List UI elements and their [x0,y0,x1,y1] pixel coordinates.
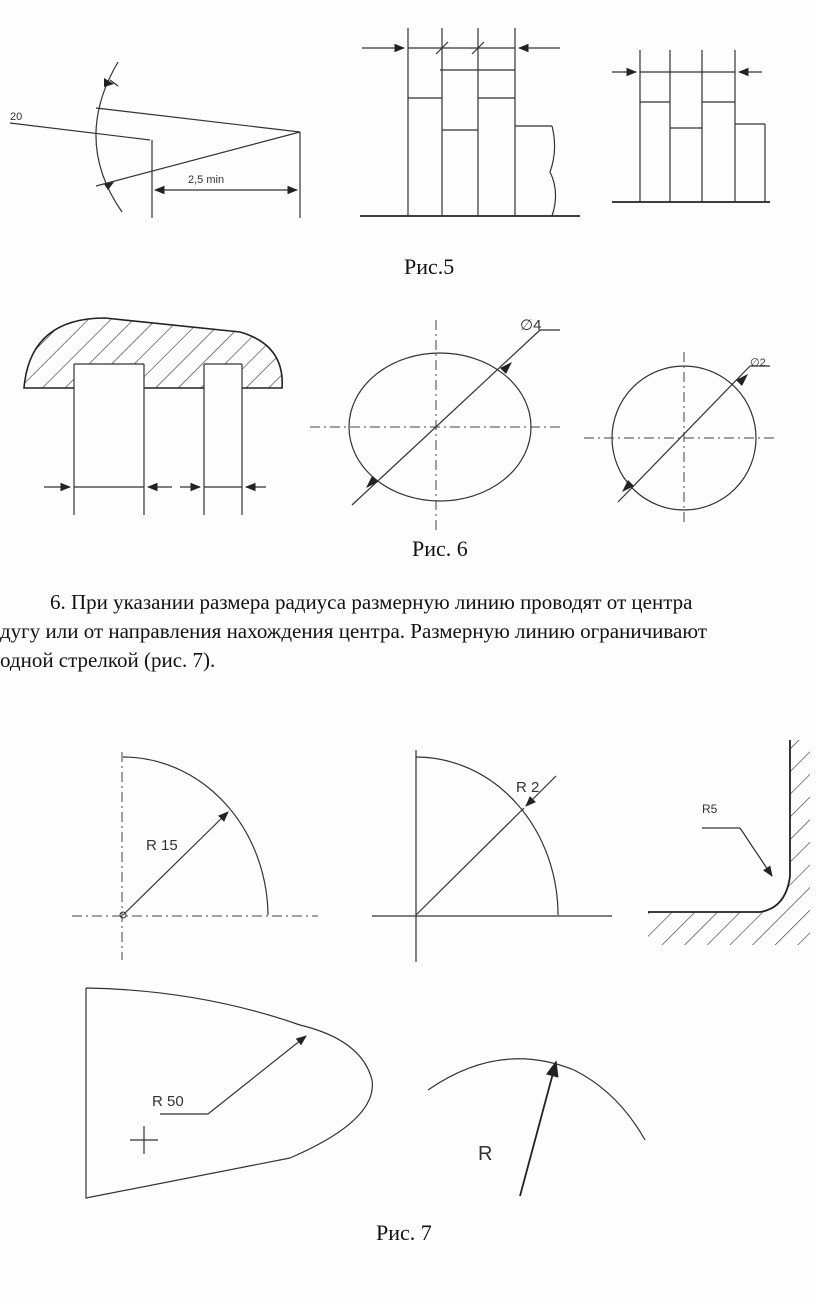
paragraph-line-2: дугу или от направления нахождения центра. Размерную линию ограничивают [0,619,707,643]
fig5-caption: Рис.5 [404,254,455,279]
fig7-label-r15: R 15 [146,837,178,854]
fig6-drawing-rivet [24,318,282,515]
paragraph [0,588,816,675]
fig7-label-r2: R 2 [516,779,540,796]
fig5-drawing-right [612,50,770,202]
paragraph-line-1: 6. При указании размера радиуса размерную линию проводят от центра [50,590,693,614]
fig7-drawing-r5 [648,740,810,945]
fig7-label-r50: R 50 [152,1093,184,1110]
fig7-label-r5: R5 [702,802,718,816]
fig6-drawing-circle-small [584,352,775,525]
fig7-drawing-r [428,1059,645,1196]
fig7-drawing-r15 [72,752,318,960]
fig6-dia-big-label: ∅4 [520,317,542,334]
fig5-label-min: 2,5 min [188,174,225,186]
fig6-dia-small-label: ∅2 [750,357,766,369]
fig7-label-r: R [478,1143,493,1165]
paragraph-line-3: одной стрелкой (рис. 7). [0,648,216,672]
fig7-drawing-r50 [86,988,372,1198]
fig5-drawing-middle [360,28,580,216]
fig7-drawing-r2 [372,750,612,962]
fig7-caption: Рис. 7 [376,1220,432,1245]
fig5-label-20: 20 [10,111,23,123]
fig6-caption: Рис. 6 [412,536,468,561]
fig5-drawing-left [10,62,300,218]
fig6-drawing-circle-big [310,320,560,532]
